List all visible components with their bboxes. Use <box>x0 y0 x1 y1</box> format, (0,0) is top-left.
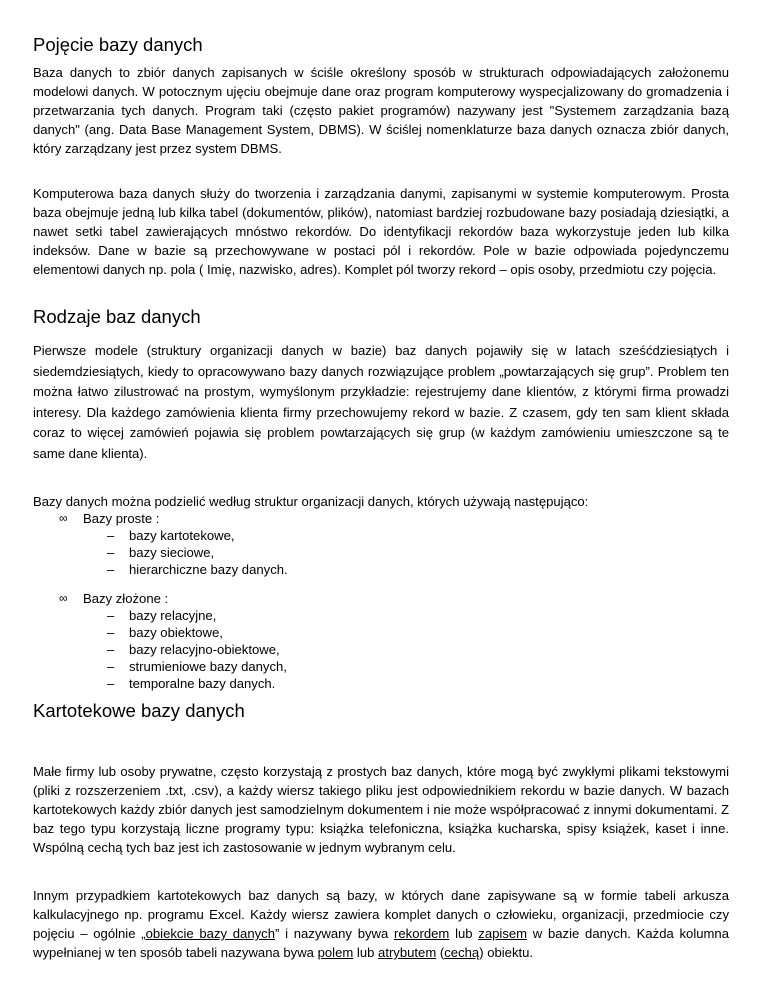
infinity-bullet-icon: ∞ <box>59 511 68 525</box>
list-item-text: bazy sieciowe, <box>129 545 215 560</box>
paragraph-spreadsheet-databases <box>33 886 729 962</box>
dash-bullet-icon: – <box>107 625 115 640</box>
dash-bullet-icon: – <box>107 528 115 543</box>
list-item-text: temporalne bazy danych. <box>129 676 276 691</box>
list-group-label: Bazy złożone : <box>83 591 169 606</box>
list-item <box>33 607 287 624</box>
list-item-text: bazy relacyjne, <box>129 608 217 623</box>
dash-bullet-icon: – <box>107 545 115 560</box>
dash-bullet-icon: – <box>107 642 115 657</box>
text-run: Innym przypadkiem kartotekowych baz danych są bazy, w których dane zapisywane są w formie tabeli arkusza kalkulacyjnego np. programu Excel. Każdy wiersz zawiera komplet danych o człowieku, organizacji, przedmiocie czy pojęciu – ogólnie „ <box>33 888 729 941</box>
list-item <box>33 510 288 527</box>
list-item-text: hierarchiczne bazy danych. <box>129 562 288 577</box>
list-item-text: strumieniowe bazy danych, <box>129 659 287 674</box>
paragraph-classification-intro: Bazy danych można podzielić według struktur organizacji danych, których używają następująco: <box>33 494 589 509</box>
list-item <box>33 527 288 544</box>
heading-rodzaje-baz-danych: Rodzaje baz danych <box>33 306 201 327</box>
link-obiekcie-bazy-danych[interactable]: obiekcie bazy danych <box>145 926 275 941</box>
list-item-text: bazy obiektowe, <box>129 625 223 640</box>
list-item <box>33 544 288 561</box>
database-types-list-simple <box>33 510 288 578</box>
list-item <box>33 658 287 675</box>
database-types-list-complex <box>33 590 287 692</box>
list-item <box>33 561 288 578</box>
text-run: ” i nazywany bywa <box>275 926 395 941</box>
list-item <box>33 624 287 641</box>
list-item-text: bazy kartotekowe, <box>129 528 235 543</box>
paragraph-flat-file-databases: Małe firmy lub osoby prywatne, często korzystają z prostych baz danych, które mogą być zwykłymi plikami tekstowymi (pliki z rozszerzeniem .txt, .csv), a każdy wiersz takiego pliku jest odpowiednikiem rekordu w bazie danych. W bazach kartotekowych każdy zbiór danych jest samodzielnym dokumentem i nie może współpracować z innymi dokumentami. Z baz tego typu korzystają liczne programy typu: książka telefoniczna, książka kucharska, spisy książek, kaset i inne. Wspólną cechą tych baz jest ich zastosowanie w jednym wybranym celu. <box>33 764 729 855</box>
dash-bullet-icon: – <box>107 676 115 691</box>
link-cecha[interactable]: cechą <box>444 945 480 960</box>
list-group-label: Bazy proste : <box>83 511 160 526</box>
heading-kartotekowe-bazy-danych: Kartotekowe bazy danych <box>33 700 245 721</box>
dash-bullet-icon: – <box>107 659 115 674</box>
list-item <box>33 641 287 658</box>
list-item-text: bazy relacyjno-obiektowe, <box>129 642 280 657</box>
list-item <box>33 590 287 607</box>
text-run: ) obiektu. <box>479 945 534 960</box>
list-item <box>33 675 287 692</box>
link-zapisem[interactable]: zapisem <box>478 926 528 941</box>
paragraph-computer-database: Komputerowa baza danych służy do tworzenia i zarządzania danymi, zapisanymi w systemie komputerowym. Prosta baza obejmuje jedną lub kilka tabel (dokumentów, plików), natomiast bardziej rozbudowane bazy posiadają dziesiątki, a nawet setki tabel zawierających mnóstwo rekordów. Do identyfikacji rekordów baza wykorzystuje jeden lub kilka indeksów. Dane w bazie są przechowywane w postaci pól i rekordów. Pole w bazie odpowiada pojedynczemu elementowi danych np. pola ( Imię, nazwisko, adres). Komplet pól tworzy rekord – opis osoby, przedmiotu czy pojęcia. <box>33 186 729 277</box>
heading-pojecie-bazy-danych: Pojęcie bazy danych <box>33 34 203 55</box>
link-rekordem[interactable]: rekordem <box>394 926 450 941</box>
text-run: ( <box>436 945 445 960</box>
link-polem[interactable]: polem <box>317 945 354 960</box>
text-run: lub <box>449 926 479 941</box>
text-run: lub <box>353 945 379 960</box>
infinity-bullet-icon: ∞ <box>59 591 68 605</box>
text-run: w bazie danych. Każda kolumna wypełnianej w ten sposób tabeli nazywana bywa <box>33 926 729 960</box>
dash-bullet-icon: – <box>107 608 115 623</box>
paragraph-first-models: Pierwsze modele (struktury organizacji danych w bazie) baz danych pojawiły się w latach sześćdziesiątych i siedemdziesiątych, kiedy to opracowywano bazy danych rozwiązujące problem „powtarzających się grup”. Problem ten można łatwo zilustrować na prostym, wymyślonym przykładzie: rejestrujemy dane klientów, z którymi firma prowadzi interesy. Dla każdego zamówienia klienta firmy przechowujemy rekord w bazie. Z czasem, gdy ten sam klient składa coraz to więcej zamówień pojawia się problem powtarzających się grup (w każdym zamówieniu umieszczone są te same dane klienta). <box>33 343 729 461</box>
link-atrybutem[interactable]: atrybutem <box>378 945 437 960</box>
dash-bullet-icon: – <box>107 562 115 577</box>
paragraph-definition: Baza danych to zbiór danych zapisanych w ściśle określony sposób w strukturach odpowiadających założonemu modelowi danych. W potocznym ujęciu obejmuje dane oraz program komputerowy wyspecjalizowany do gromadzenia i przetwarzania tych danych. Program taki (często pakiet programów) nazywany jest "Systemem zarządzania bazą danych" (ang. Data Base Management System, DBMS). W ściślej nomenklaturze baza danych oznacza zbiór danych, który zarządzany jest przez system DBMS. <box>33 65 729 156</box>
